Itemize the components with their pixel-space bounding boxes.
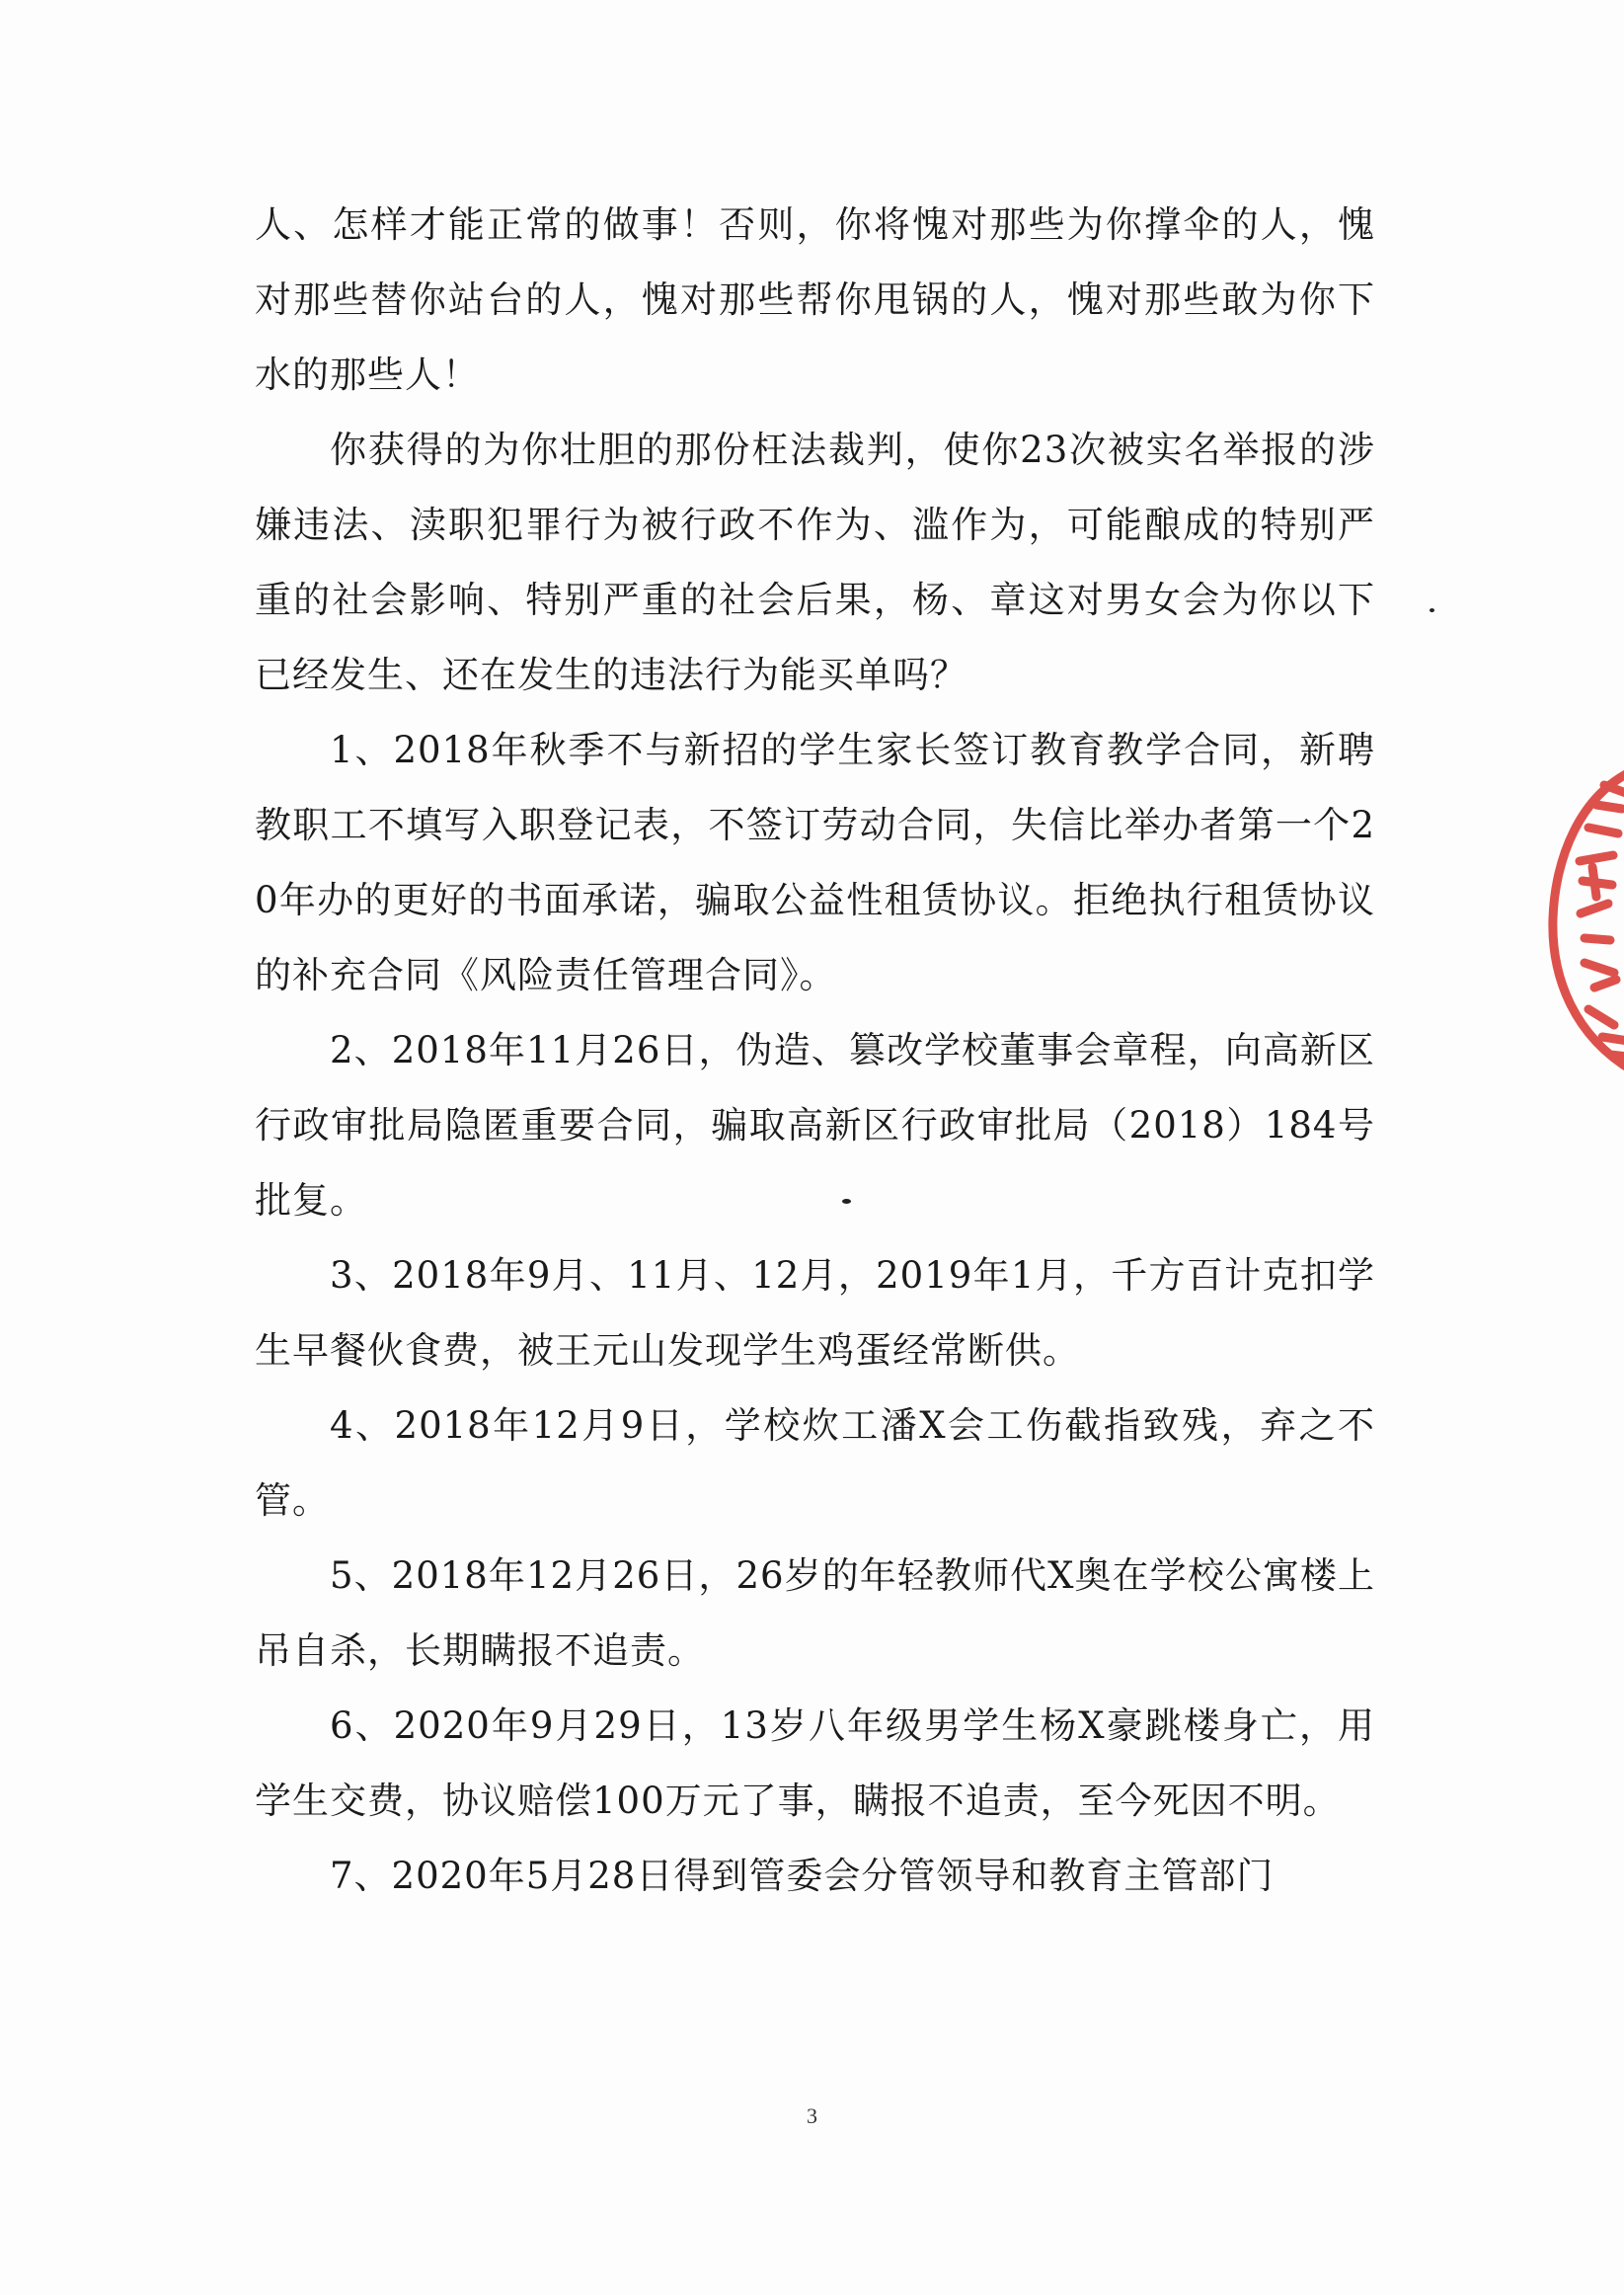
list-item-3: 3、2018年9月、11月、12月，2019年1月，千方百计克扣学生早餐伙食费，被王元山发现学生鸡蛋经常断供。 bbox=[255, 1254, 1375, 1372]
scan-speck bbox=[1430, 608, 1434, 612]
list-item-4: 4、2018年12月9日，学校炊工潘X会工伤截指致残，弃之不管。 bbox=[255, 1404, 1375, 1522]
list-item-1: 1、2018年秋季不与新招的学生家长签订教育教学合同，新聘教职工不填写入职登记表，不签订劳动合同，失信比举办者第一个20年办的更好的书面承诺，骗取公益性租赁协议。拒绝执行租赁协议的补充合同《风险责任管理合同》。 bbox=[255, 729, 1375, 996]
red-seal-stamp-icon bbox=[1486, 751, 1624, 1086]
list-item-2: 2、2018年11月26日，伪造、篡改学校董事会章程，向高新区行政审批局隐匿重要合同，骗取高新区行政审批局（2018）184号批复。 bbox=[255, 1029, 1375, 1222]
list-item-7: 7、2020年5月28日得到管委会分管领导和教育主管部门 bbox=[330, 1855, 1275, 1897]
page-number: 3 bbox=[807, 2103, 817, 2128]
list-item-6: 6、2020年9月29日，13岁八年级男学生杨X豪跳楼身亡，用学生交费，协议赔偿100万元了事，瞒报不追责，至今死因不明。 bbox=[255, 1704, 1375, 1822]
list-item-5: 5、2018年12月26日，26岁的年轻教师代X奥在学校公寓楼上吊自杀，长期瞒报不追责。 bbox=[255, 1554, 1375, 1672]
document-body bbox=[255, 188, 1375, 1914]
paragraph-intro: 你获得的为你壮胆的那份枉法裁判，使你23次被实名举报的涉嫌违法、渎职犯罪行为被行政不作为、滥作为，可能酿成的特别严重的社会影响、特别严重的社会后果，杨、章这对男女会为你以下已经发生、还在发生的违法行为能买单吗？ bbox=[255, 429, 1375, 696]
paragraph-continuation: 人、怎样才能正常的做事！否则，你将愧对那些为你撑伞的人，愧对那些替你站台的人，愧对那些帮你甩锅的人，愧对那些敢为你下水的那些人！ bbox=[255, 203, 1375, 396]
scan-speck bbox=[842, 1199, 851, 1204]
